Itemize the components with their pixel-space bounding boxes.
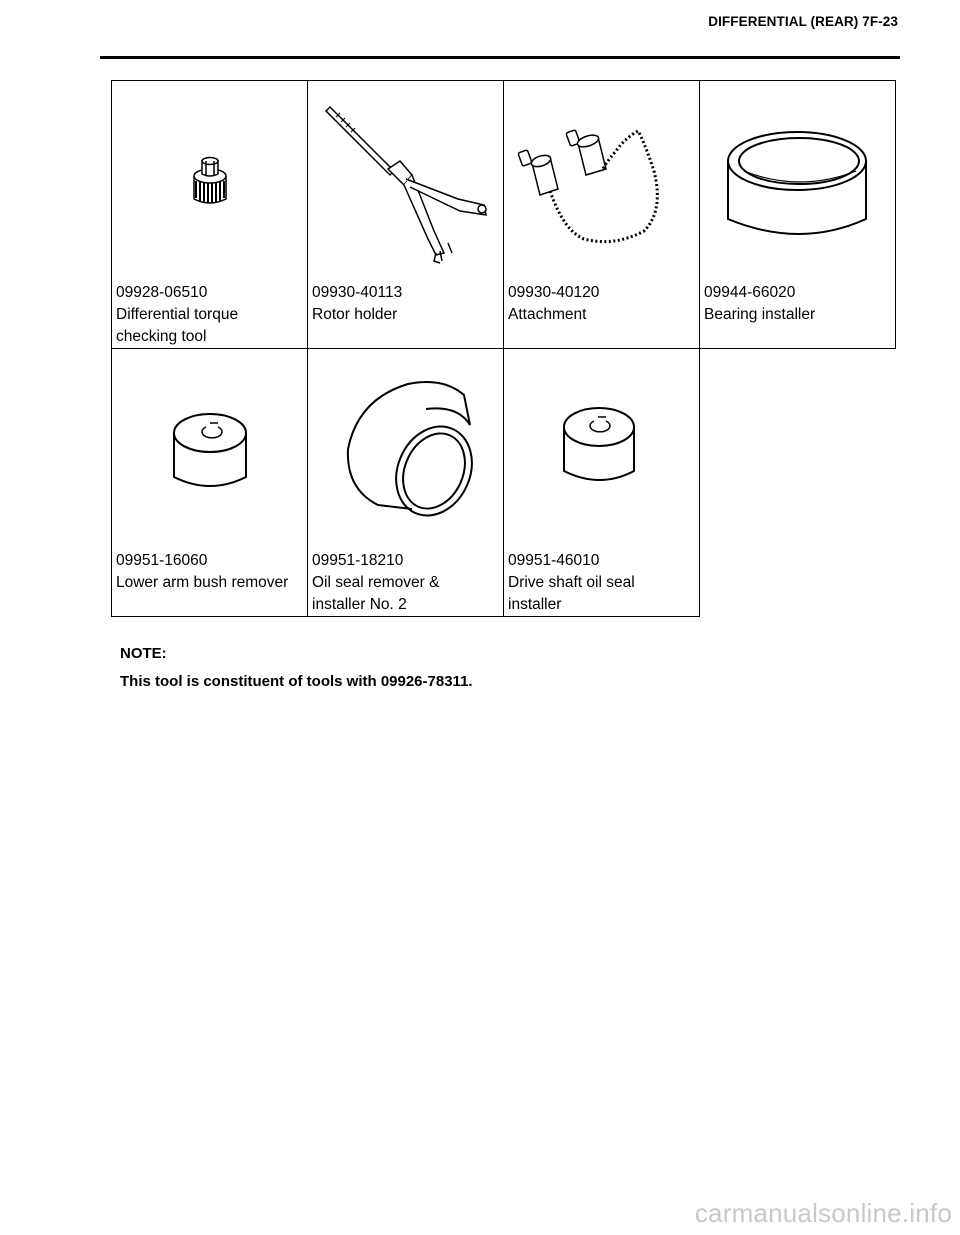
table-row [112, 349, 896, 617]
tool-part-number: 09930-40120 [508, 284, 600, 301]
tool-cell [700, 81, 896, 349]
tool-part-number: 09951-46010 [508, 552, 600, 569]
tool-part-number: 09930-40113 [312, 284, 403, 301]
header-rule [100, 56, 900, 59]
tool-part-number: 09951-16060 [116, 552, 208, 569]
tool-name-line: Lower arm bush remover [116, 574, 289, 591]
bush-remover-icon [112, 349, 307, 544]
empty-cell [700, 349, 896, 617]
tool-cell [112, 349, 308, 617]
tool-name-line: Oil seal remover & [312, 574, 440, 591]
tool-name-line: Drive shaft oil seal [508, 574, 635, 591]
drive-shaft-seal-installer-icon [504, 349, 699, 544]
tool-part-number: 09951-18210 [312, 552, 404, 569]
note-block [120, 640, 473, 696]
tool-name-line: Attachment [508, 306, 587, 323]
special-tools-table [111, 80, 896, 617]
tool-cell [308, 349, 504, 617]
tool-cell [504, 349, 700, 617]
attachment-chain-icon [504, 81, 699, 276]
page-header-title: DIFFERENTIAL (REAR) 7F-23 [708, 14, 898, 29]
watermark: carmanualsonline.info [694, 1198, 952, 1228]
bearing-installer-icon [700, 81, 895, 276]
rotor-holder-icon [308, 81, 503, 276]
tool-part-number: 09944-66020 [704, 284, 796, 301]
oil-seal-installer-icon [308, 349, 503, 544]
tool-name-line: Bearing installer [704, 306, 816, 323]
note-label: NOTE: [120, 645, 167, 662]
table-row [112, 81, 896, 349]
tool-cell [112, 81, 308, 349]
page-header [100, 14, 900, 60]
tool-name-line: Rotor holder [312, 306, 398, 323]
tool-name-line: Differential torque [116, 306, 239, 323]
tool-cell [308, 81, 504, 349]
tool-part-number: 09928-06510 [116, 284, 208, 301]
tool-name-line: checking tool [116, 328, 207, 345]
tool-cell [504, 81, 700, 349]
note-text: This tool is constituent of tools with 09926-78311. [120, 673, 473, 690]
tool-name-line: installer No. 2 [312, 596, 407, 613]
tool-name-line: installer [508, 596, 562, 613]
torque-checking-tool-icon [112, 81, 307, 276]
